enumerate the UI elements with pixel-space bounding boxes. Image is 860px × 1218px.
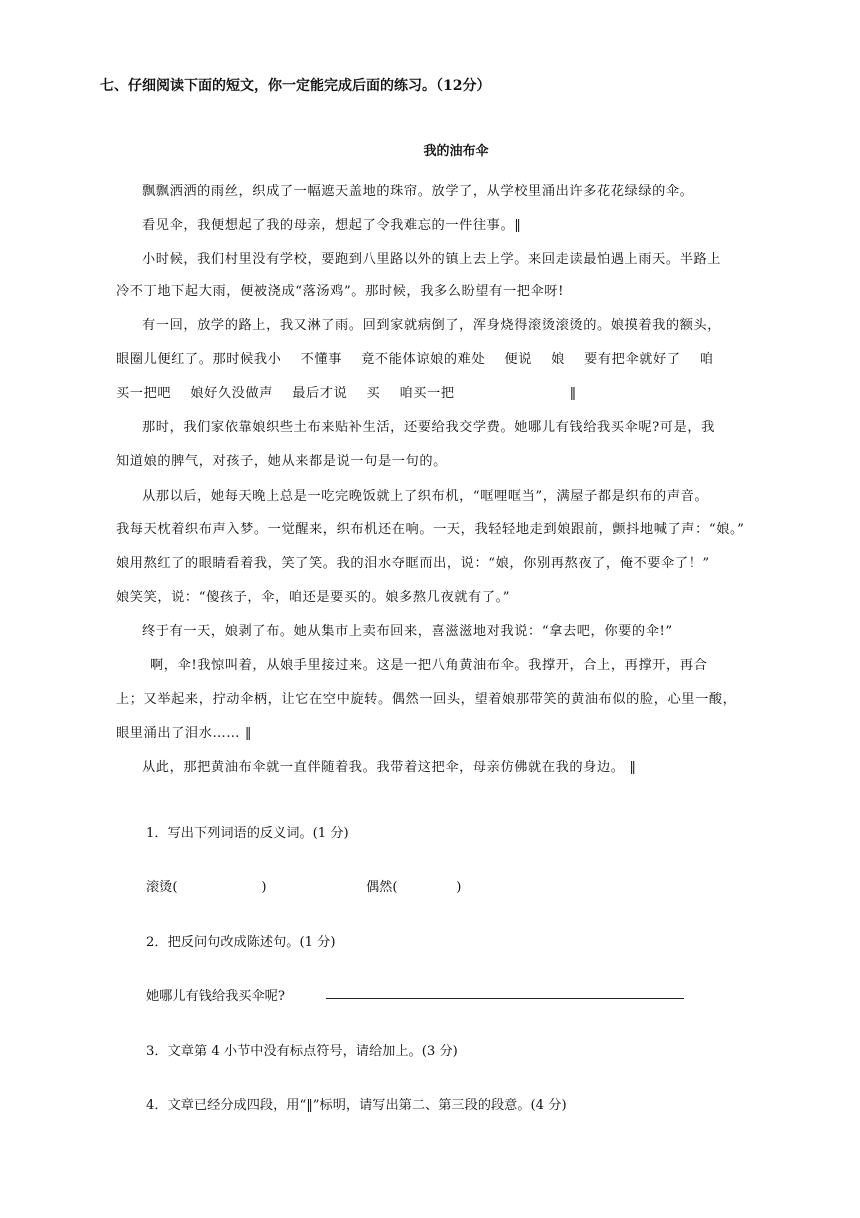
article-title: 我的油布伞	[423, 144, 489, 159]
paragraph-line: 我每天枕着织布声入梦。一觉醒来，织布机还在响。一天，我轻轻地走到娘跟前，颤抖地喊了声：“娘。”	[116, 522, 745, 537]
paragraph-line: 娘用熬红了的眼睛看着我，笑了笑。我的泪水夺眶而出，说：“娘，你别再熬夜了，俺不要伞了！”	[116, 556, 710, 571]
paragraph-line: 买一把吧 娘好久没做声 最后才说 买 咱买一把 ‖	[116, 386, 577, 401]
question-2-sentence: 她哪儿有钱给我买伞呢?	[146, 989, 285, 1004]
paragraph-line: 眼里涌出了泪水…… ‖	[116, 726, 253, 741]
paragraph-line: 看见伞，我便想起了我的母亲，想起了令我难忘的一件往事。‖	[142, 218, 522, 233]
paragraph-line: 有一回，放学的路上，我又淋了雨。回到家就病倒了，浑身烧得滚烫滚烫的。娘摸着我的额头，	[142, 318, 722, 333]
paragraph-line: 娘笑笑，说：“傻孩子，伞，咱还是要买的。娘多熬几夜就有了。”	[116, 590, 511, 605]
paragraph-line: 飘飘洒洒的雨丝，织成了一幅遮天盖地的珠帘。放学了，从学校里涌出许多花花绿绿的伞。	[142, 184, 694, 199]
paragraph-line: 终于有一天，娘剥了布。她从集市上卖布回来，喜滋滋地对我说：“拿去吧，你要的伞!”	[142, 624, 673, 639]
paragraph-line: 那时，我们家依靠娘织些土布来贴补生活，还要给我交学费。她哪儿有钱给我买伞呢?可是，我	[142, 420, 715, 435]
question-2: 2．把反问句改成陈述句。(1 分)	[146, 935, 336, 950]
paragraph-line: 冷不丁地下起大雨，便被浇成“落汤鸡”。那时候，我多么盼望有一把伞呀!	[116, 284, 564, 299]
question-4: 4．文章已经分成四段，用“‖”标明，请写出第二、第三段的段意。(4 分)	[146, 1098, 567, 1113]
paragraph-line: 从那以后，她每天晚上总是一吃完晚饭就上了织布机，“哐哩哐当”，满屋子都是织布的声音。	[142, 489, 709, 504]
paragraph-line: 眼圈儿便红了。那时候我小 不懂事 竟不能体谅娘的难处 便说 娘 要有把伞就好了 咱	[116, 352, 714, 367]
answer-line[interactable]	[326, 998, 684, 999]
question-1-word-1: 滚烫( )	[146, 880, 267, 895]
question-1: 1．写出下列词语的反义词。(1 分)	[146, 826, 349, 841]
question-1-word-2: 偶然( )	[366, 880, 462, 895]
section-heading: 七、仔细阅读下面的短文，你一定能完成后面的练习。（12分）	[100, 78, 491, 94]
question-3: 3．文章第 4 小节中没有标点符号，请给加上。(3 分)	[146, 1044, 458, 1059]
paragraph-line: 小时候，我们村里没有学校，要跑到八里路以外的镇上去上学。来回走读最怕遇上雨天。半路上	[142, 252, 722, 267]
paragraph-line: 从此，那把黄油布伞就一直伴随着我。我带着这把伞，母亲仿佛就在我的身边。 ‖	[142, 760, 637, 775]
paragraph-line: 啊，伞!我惊叫着，从娘手里接过来。这是一把八角黄油布伞。我撑开，合上，再撑开，再合	[150, 658, 708, 673]
paragraph-line: 上；又举起来，拧动伞柄，让它在空中旋转。偶然一回头，望着娘那带笑的黄油布似的脸，心里一酸，	[116, 692, 737, 707]
paragraph-line: 知道娘的脾气，对孩子，她从来都是说一句是一句的。	[116, 454, 447, 469]
